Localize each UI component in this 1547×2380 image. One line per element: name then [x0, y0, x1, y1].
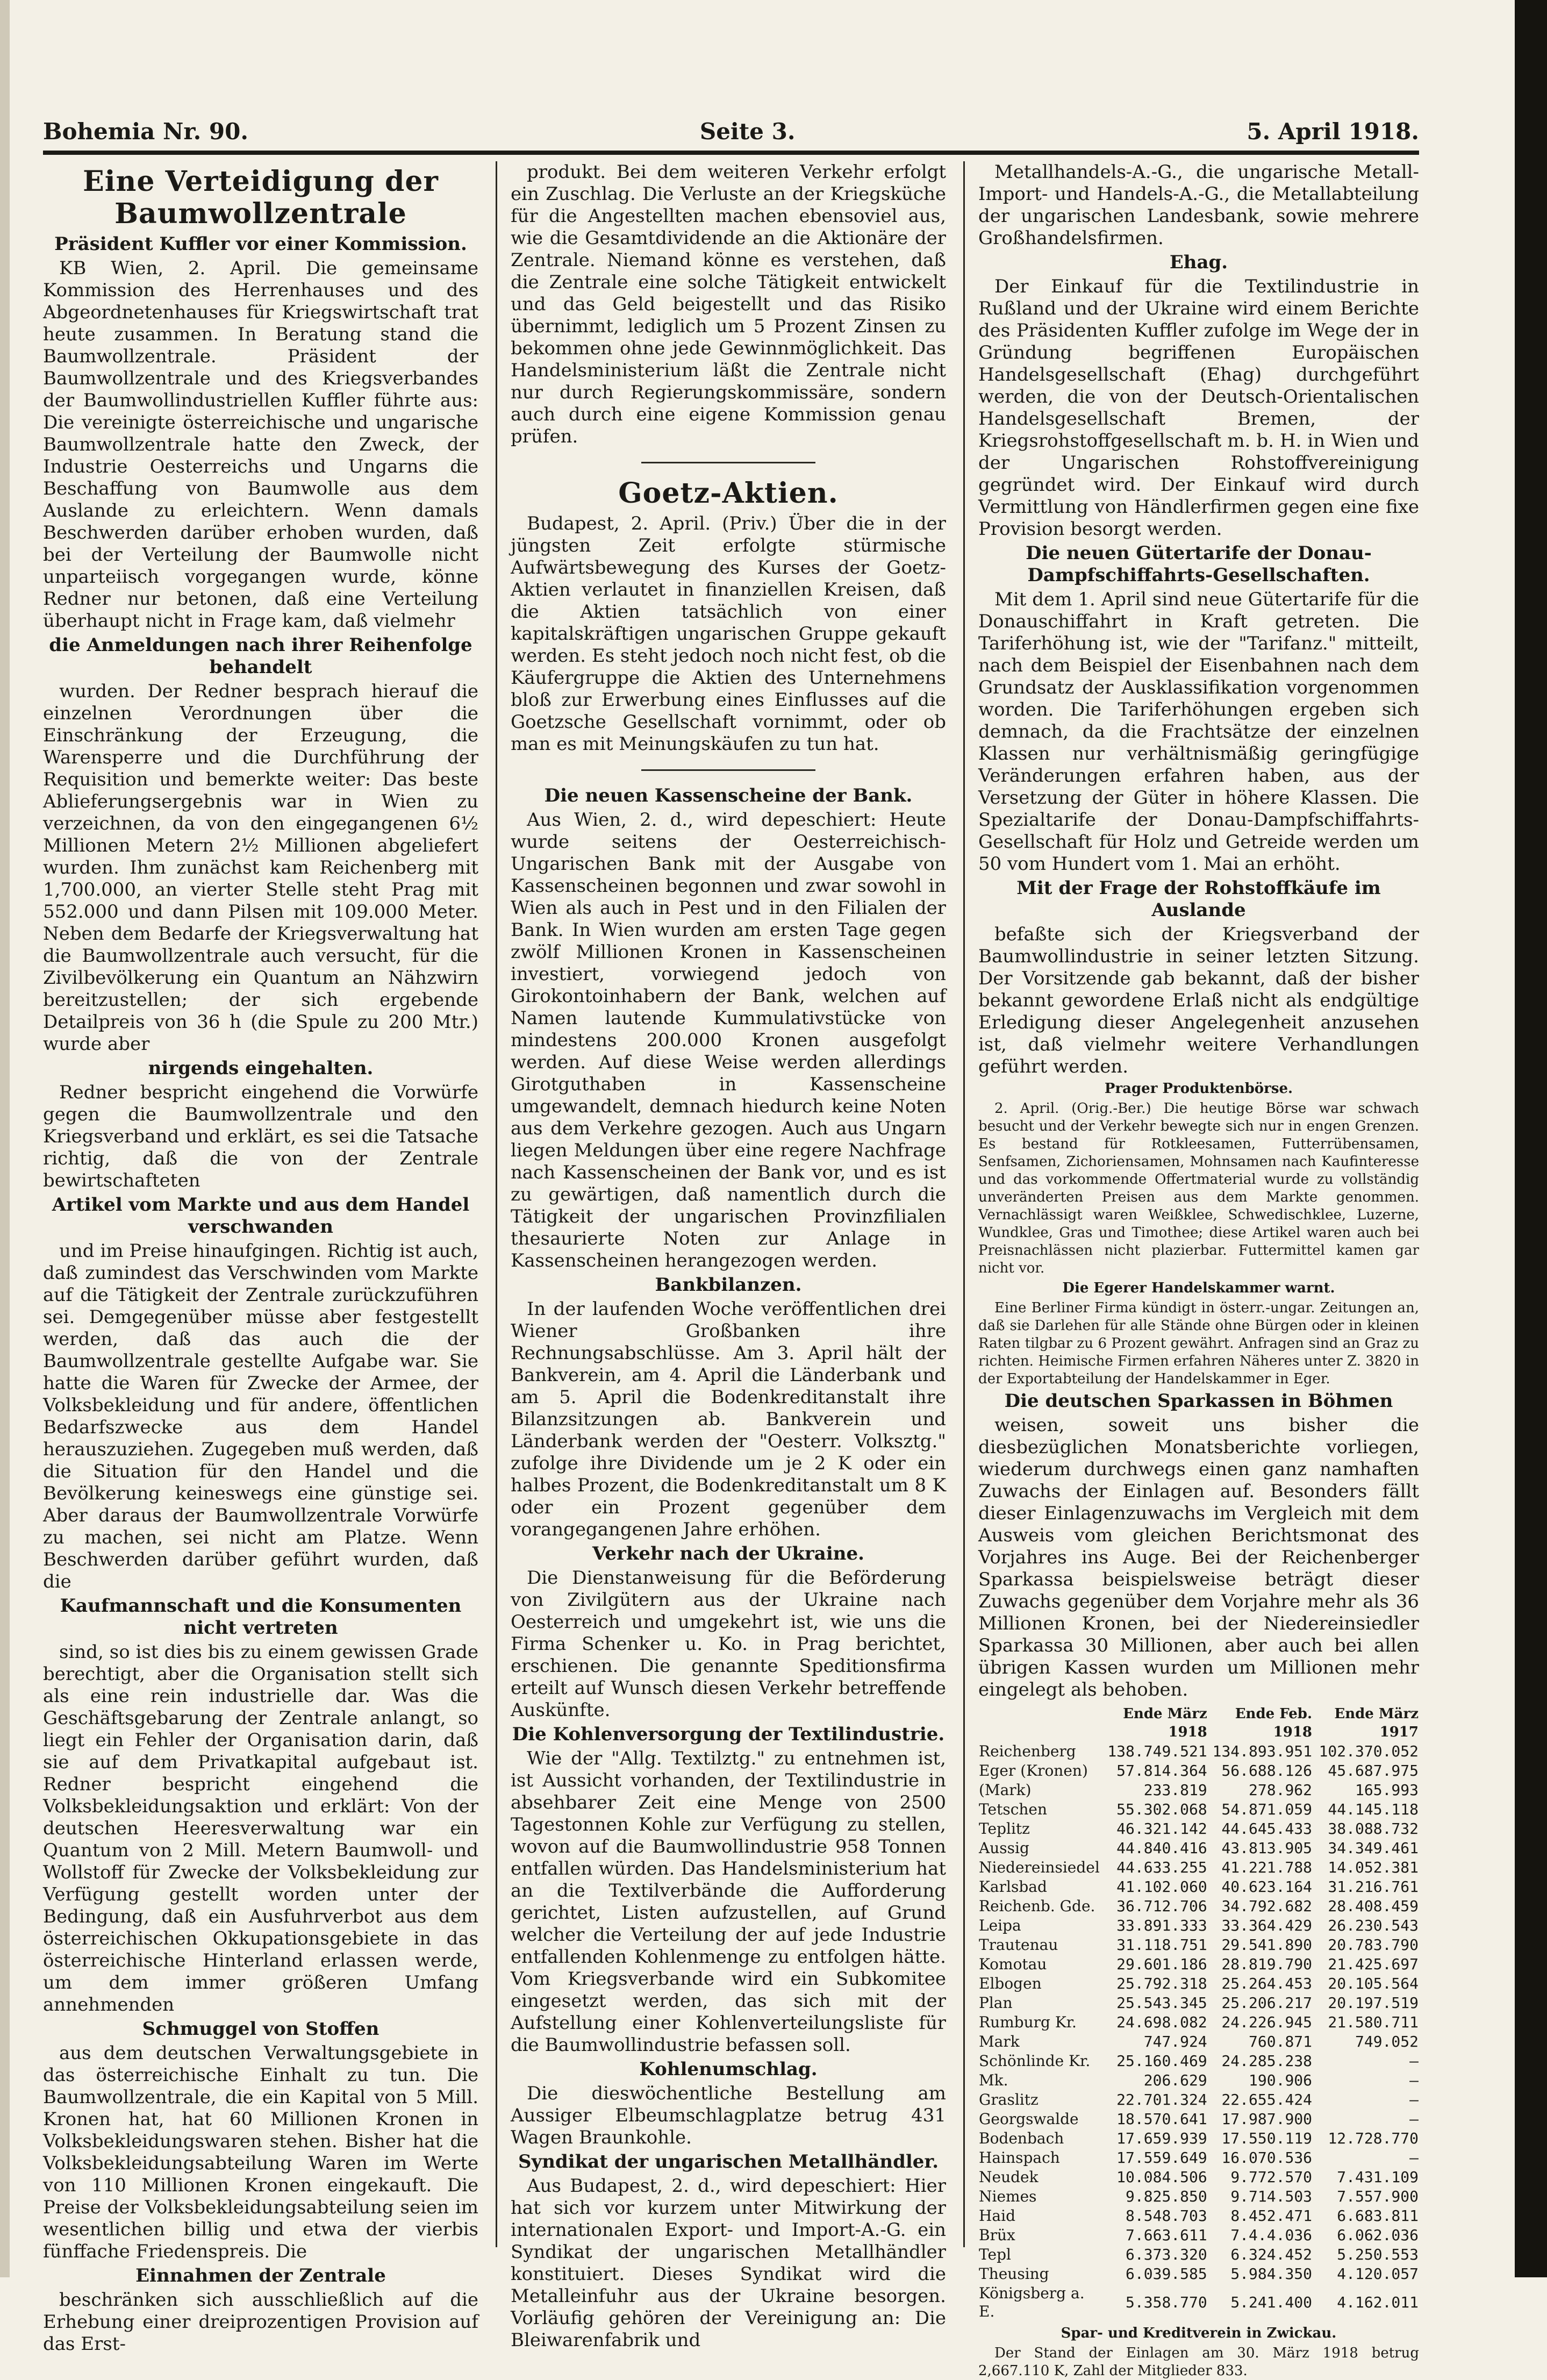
- table-row: [978, 2206, 1419, 2226]
- item-title: Syndikat der ungarischen Metallhändler.: [518, 2151, 939, 2172]
- table-header-cell: Ende Feb. 1918: [1235, 1706, 1313, 1740]
- table-cell: 16.070.536: [1221, 2149, 1313, 2167]
- section-heading: die Anmeldungen nach ihrer Reihenfolge behandelt: [49, 634, 472, 678]
- paragraph: Der Stand der Einlagen am 30. März 1918 betrug 2,667.110 K, Zahl der Mitglieder 833.: [978, 2345, 1419, 2379]
- paragraph: sind, so ist dies bis zu einem gewissen Grade berechtigt, aber die Organisation stellt sich als eine rein industrielle dar. Was die Geschäftsgebarung der Zentrale anlangt, so liegt ein Fehler der Organisation darin, daß sie auf dem Privatkapital aufgebaut ist. Redner bespricht eingehend die Volksbekleidungsaktion und erklärt: Von der deutschen Heeresverwaltung war ein Quantum von 2 Mill. Metern Baumwoll- und Wollstoff für Zwecke der Volksbekleidung zur Verfügung gestellt worden unter der Bedingung, daß ein Ausfuhrverbot aus dem österreichischen Okkupationsgebiete in das österreichische Hinterland erlassen werde, um dem immer größeren Umfang annehmenden: [43, 1641, 478, 2016]
- table-cell: 6.683.811: [1337, 2207, 1419, 2225]
- table-cell: 22.701.324: [1116, 2091, 1207, 2109]
- table-cell: Eger (Kronen): [979, 1762, 1088, 1779]
- table-cell: Bodenbach: [979, 2129, 1064, 2147]
- table-row: [978, 1916, 1419, 1935]
- table-cell: 26.230.543: [1328, 1917, 1419, 1934]
- table-cell: 33.364.429: [1221, 1917, 1313, 1934]
- table-cell: 21.425.697: [1328, 1955, 1419, 1973]
- table-cell: Reichenb. Gde.: [979, 1897, 1095, 1915]
- section-heading: Artikel vom Markte und aus dem Handel verschwanden: [52, 1194, 470, 1238]
- table-cell: 41.221.788: [1221, 1859, 1313, 1876]
- table-header-cell: [978, 1704, 1101, 1742]
- table-cell: 25.264.453: [1221, 1975, 1313, 1992]
- item-title: Die neuen Kassenscheine der Bank.: [544, 785, 913, 806]
- table-row: [978, 2148, 1419, 2168]
- table-cell: 17.987.900: [1221, 2110, 1313, 2128]
- column-3: [978, 161, 1419, 2379]
- table-cell: Niemes: [979, 2188, 1037, 2205]
- table-cell: 749.052: [1355, 2033, 1419, 2050]
- table-row: [978, 2226, 1419, 2245]
- paragraph: Budapest, 2. April. (Priv.) Über die in der jüngsten Zeit erfolgte stürmische Aufwärtsbewegung des Kurses der Goetz-Aktien verlautet in finanziellen Kreisen, daß die Aktien tatsächlich von einer kapitalskräftigen ungarischen Gruppe gekauft werden. Es steht jedoch noch nicht fest, ob die Käufergruppe die Aktien des Unternehmens bloß zur Erwerbung eines Einflusses auf die Goetzsche Gesellschaft vornimmt, oder ob man es mit Meinungskäufen zu tun hat.: [511, 513, 946, 755]
- table-cell: 5.984.350: [1230, 2265, 1313, 2283]
- table-cell: 25.543.345: [1116, 1994, 1207, 2012]
- table-cell: 24.226.945: [1221, 2013, 1313, 2031]
- paragraph: KB Wien, 2. April. Die gemeinsame Kommission des Herrenhauses und des Abgeordnetenhauses für Kriegswirtschaft trat heute zusammen. In Beratung stand die Baumwollzentrale. Präsident der Baumwollzentrale und des Kriegsverbandes der Baumwollindustriellen Kuffler führte aus: Die vereinigte österreichische und ungarische Baumwollzentrale hatte den Zweck, der Industrie Oesterreichs und Ungarns die Beschaffung von Baumwolle aus dem Auslande zu erleichtern. Wenn damals Beschwerden darüber erhoben wurden, daß bei der Verteilung der Baumwolle nicht unparteiisch vorgegangen wurde, könne Redner nur betonen, daß eine Verteilung überhaupt nicht in Frage kam, daß vielmehr: [43, 258, 478, 632]
- table-cell: Graslitz: [979, 2091, 1039, 2109]
- section-heading: nirgends eingehalten.: [148, 1057, 374, 1079]
- table-cell: 56.688.126: [1221, 1762, 1313, 1779]
- paragraph: beschränken sich ausschließlich auf die Erhebung einer dreiprozentigen Provision auf das Erst-: [43, 2289, 478, 2355]
- column-1: [43, 161, 478, 2355]
- table-cell: Hainspach: [979, 2149, 1060, 2167]
- table-cell: 17.550.119: [1221, 2129, 1313, 2147]
- table-cell: 8.452.471: [1230, 2207, 1313, 2225]
- table-cell: 5.250.553: [1337, 2246, 1419, 2263]
- table-row: [978, 2090, 1419, 2110]
- table-row: [978, 2013, 1419, 2032]
- table-cell: 22.655.424: [1221, 2091, 1313, 2109]
- table-row: [978, 2264, 1419, 2284]
- item-title: Ehag.: [1169, 252, 1228, 273]
- table-row: [978, 2187, 1419, 2206]
- table-cell: 6.373.320: [1126, 2246, 1207, 2263]
- table-cell: 55.302.068: [1116, 1800, 1207, 1818]
- table-cell: Theusing: [979, 2265, 1049, 2283]
- table-cell: 18.570.641: [1116, 2110, 1207, 2128]
- table-cell: 17.659.939: [1116, 2129, 1207, 2147]
- table-cell: 138.749.521: [1107, 1742, 1207, 1760]
- paper-issue: Bohemia Nr. 90.: [43, 118, 248, 145]
- table-cell: Leipa: [979, 1917, 1021, 1934]
- table-row: [978, 2245, 1419, 2264]
- table-cell: 14.052.381: [1328, 1859, 1419, 1876]
- table-cell: 31.118.751: [1116, 1936, 1207, 1954]
- table-cell: Neudek: [979, 2168, 1039, 2186]
- table-cell: 25.206.217: [1221, 1994, 1313, 2012]
- table-cell: 34.349.461: [1328, 1839, 1419, 1857]
- masthead: [43, 118, 1419, 155]
- table-cell: 20.197.519: [1328, 1994, 1419, 2012]
- table-cell: 5.241.400: [1230, 2293, 1313, 2311]
- table-cell: Niedereinsiedel: [979, 1859, 1100, 1876]
- page-number: Seite 3.: [699, 118, 796, 145]
- table-cell: Mark: [979, 2033, 1020, 2050]
- table-cell: 4.120.057: [1337, 2265, 1419, 2283]
- table-cell: 31.216.761: [1328, 1878, 1419, 1896]
- table-cell: Elbogen: [979, 1975, 1042, 1992]
- table-cell: Mk.: [979, 2071, 1008, 2089]
- table-cell: Karlsbad: [979, 1878, 1047, 1896]
- paragraph: Redner bespricht eingehend die Vorwürfe gegen die Baumwollzentrale und den Kriegsverband und erklärt, es sei die Tatsache richtig, daß die von der Zentrale bewirtschafteten: [43, 1082, 478, 1191]
- table-cell: 278.962: [1249, 1781, 1313, 1799]
- table-cell: 190.906: [1249, 2071, 1313, 2089]
- scan-margin-left: [0, 0, 10, 2277]
- table-cell: 44.145.118: [1328, 1800, 1419, 1818]
- column-rule: [963, 161, 965, 2247]
- table-row: [978, 1955, 1419, 1974]
- table-cell: 6.039.585: [1126, 2265, 1207, 2283]
- table-cell: —: [1409, 2110, 1419, 2128]
- paragraph: und im Preise hinaufgingen. Richtig ist auch, daß zumindest das Verschwinden vom Markte auf die Tätigkeit der Zentrale zurückzuführen sei. Demgegenüber müsse aber festgestellt werden, daß das auch die der Baumwollzentrale gestellte Aufgabe war. Sie hatte die Waren für Zwecke der Armee, der Volksbekleidung und für andere, öffentlichen Bedarfszwecke aus dem Handel herauszuziehen. Zugegeben muß werden, daß die Situation für den Handel und die Bevölkerung keineswegs eine günstige sei. Aber daraus der Baumwollzentrale Vorwürfe zu machen, sei nicht am Platze. Wenn Beschwerden darüber geführt wurden, daß die: [43, 1240, 478, 1592]
- table-cell: 21.580.711: [1328, 2013, 1419, 2031]
- table-cell: —: [1409, 2091, 1419, 2109]
- table-cell: 6.062.036: [1337, 2226, 1419, 2244]
- table-cell: Tetschen: [979, 1800, 1048, 1818]
- paragraph: produkt. Bei dem weiteren Verkehr erfolgt ein Zuschlag. Die Verluste an der Kriegsküche für die Angestellten machen ebensoviel aus, wie die Gesamtdividende an die Aktionäre der Zentrale. Niemand könne es verstehen, daß die Zentrale eine solche Tätigkeit entwickelt und das Geld beigestellt und das Risiko übernimmt, lediglich um 5 Prozent Zinsen zu bekommen ohne jede Gewinnmöglichkeit. Das Handelsministerium läßt die Zentrale nicht nur durch Regierungskommissäre, sondern auch durch eine eigene Kommission genau prüfen.: [511, 161, 946, 447]
- table-row: [978, 1858, 1419, 1877]
- article-headline: Goetz-Aktien.: [618, 477, 839, 510]
- table-cell: 20.783.790: [1328, 1936, 1419, 1954]
- item-title: Die Egerer Handelskammer warnt.: [1062, 1280, 1335, 1296]
- table-cell: 44.840.416: [1116, 1839, 1207, 1857]
- paragraph: Der Einkauf für die Textilindustrie in Rußland und der Ukraine wird einem Berichte des Präsidenten Kuffler zufolge im Wege der in Gründung begriffenen Europäischen Handelsgesellschaft (Ehag) durchgeführt werden, die von der Deutsch-Orientalischen Handelsgesellschaft Bremen, der Kriegsrohstoffgesellschaft m. b. H. in Wien und der Ungarischen Rohstoffvereinigung gegründet wird. Der Einkauf wird durch Vermittlung von Händlerfirmen gegen eine fixe Provision besorgt werden.: [978, 276, 1419, 540]
- table-cell: Rumburg Kr.: [979, 2013, 1077, 2031]
- table-cell: 20.105.564: [1328, 1975, 1419, 1992]
- table-cell: 7.4.4.036: [1230, 2226, 1313, 2244]
- table-cell: Reichenberg: [979, 1742, 1076, 1760]
- table-cell: 46.321.142: [1116, 1820, 1207, 1838]
- table-cell: 25.792.318: [1116, 1975, 1207, 1992]
- item-title: Die deutschen Sparkassen in Böhmen: [1004, 1390, 1393, 1412]
- table-row: [978, 1800, 1419, 1819]
- paragraph: Wie der "Allg. Textilztg." zu entnehmen ist, ist Aussicht vorhanden, der Textilindustrie in absehbarer Zeit eine Menge von 2500 Tagestonnen Kohle zur Verfügung zu stellen, wovon auf die Baumwollindustrie 958 Tonnen entfallen würden. Das Handelsministerium hat an die Textilverbände die Aufforderung gerichtet, Listen aufzustellen, auf Grund welcher die Verteilung der auf jede Industrie entfallenden Kohlenmenge zu entfolgen hätte. Vom Kriegsverbande wird ein Subkomitee eingesetzt werden, das sich mit der Aufstellung einer Kohlenverteilungsliste für die Baumwollindustrie befassen soll.: [511, 1748, 946, 2056]
- table-cell: 34.792.682: [1221, 1897, 1313, 1915]
- article-subhead: Präsident Kuffler vor einer Kommission.: [54, 233, 467, 255]
- table-cell: Königsberg a. E.: [979, 2284, 1085, 2320]
- paragraph: Die dieswöchentliche Bestellung am Aussiger Elbeumschlagplatze betrug 431 Wagen Braunkohle.: [511, 2083, 946, 2148]
- paragraph: Aus Wien, 2. d., wird depeschiert: Heute wurde seitens der Oesterreichisch-Ungarischen Bank mit der Ausgabe von Kassenscheinen begonnen und zwar sowohl in Wien als auch in Pest und in den Filialen der Bank. In Wien wurden am ersten Tage gegen zwölf Millionen Kronen in Kassenscheinen investiert, vorwiegend jedoch von Girokontoinhabern der Bank, welchen auf Namen lautende Kummulativstücke von mindestens 200.000 Kronen ausgefolgt werden. Auf diese Weise werden allerdings Girotguthaben in Kassenscheine umgewandelt, demnach hiedurch keine Noten aus dem Verkehre gezogen. Auch aus Ungarn liegen Meldungen über eine regere Nachfrage nach Kassenscheinen der Bank vor, und es ist zu gewärtigen, daß namentlich durch die Tätigkeit der ungarischen Provinzfilialen thesaurierte Noten zur Anlage in Kassenscheinen herangezogen werden.: [511, 809, 946, 1271]
- paragraph: Metallhandels-A.-G., die ungarische Metall-Import- und Handels-A.-G., die Metallabteilung der ungarischen Landesbank, sowie mehrere Großhandelsfirmen.: [978, 161, 1419, 249]
- table-cell: 33.891.333: [1116, 1917, 1207, 1934]
- item-title: Kohlenumschlag.: [639, 2059, 818, 2080]
- table-row: [978, 1742, 1419, 1761]
- item-title: Prager Produktenbörse.: [1104, 1081, 1293, 1097]
- table-cell: 6.324.452: [1230, 2246, 1313, 2263]
- paragraph: wurden. Der Redner besprach hierauf die einzelnen Verordnungen über die Einschränkung der Erzeugung, die Warensperre und die Durchführung der Requisition und bemerkte weiter: Das beste Ablieferungsergebnis war in Wien zu verzeichnen, da von den eingegangenen 6½ Millionen Metern 2½ Millionen abgeliefert wurden. Ihm zunächst kam Reichenberg mit 1,700.000, an vierter Stelle steht Prag mit 552.000 und dann Pilsen mit 109.000 Meter. Neben dem Bedarfe der Kriegsverwaltung hat die Baumwollzentrale auch versucht, für die Zivilbevölkerung ein Quantum an Nähzwirn bereitzustellen; der sich ergebende Detailpreis von 36 h (die Spule zu 200 Mtr.) wurde aber: [43, 681, 478, 1055]
- scan-margin-right: [1515, 0, 1547, 2277]
- table-cell: 102.370.052: [1319, 1742, 1419, 1760]
- paragraph: befaßte sich der Kriegsverband der Baumwollindustrie in seiner letzten Sitzung. Der Vorsitzende gab bekannt, daß der bisher bekannt gewordene Erlaß nicht als endgültige Erledigung dieser Angelegenheit anzusehen ist, daß vielmehr weitere Verhandlungen geführt werden.: [978, 924, 1419, 1077]
- table-cell: 134.893.951: [1212, 1742, 1313, 1760]
- table-cell: 760.871: [1249, 2033, 1313, 2050]
- table-cell: 54.871.059: [1221, 1800, 1313, 1818]
- table-cell: 7.663.611: [1126, 2226, 1207, 2244]
- table-row: [978, 1935, 1419, 1955]
- table-row: [978, 1819, 1419, 1839]
- table-row: [978, 1839, 1419, 1858]
- table-body: [978, 1742, 1419, 2321]
- table-cell: 7.431.109: [1337, 2168, 1419, 2186]
- separator: [641, 769, 815, 771]
- table-cell: 747.924: [1143, 2033, 1207, 2050]
- article-headline: Eine Verteidigung der Baumwollzentrale: [83, 165, 439, 230]
- table-cell: 8.548.703: [1126, 2207, 1207, 2225]
- table-cell: 45.687.975: [1328, 1762, 1419, 1779]
- table-cell: 9.714.503: [1230, 2188, 1313, 2205]
- table-row: [978, 2168, 1419, 2187]
- table-row: [978, 2032, 1419, 2052]
- table-header-cell: Ende März 1918: [1123, 1706, 1207, 1740]
- table-row: [978, 1974, 1419, 1993]
- table-cell: Brüx: [979, 2226, 1015, 2244]
- paragraph: Mit dem 1. April sind neue Gütertarife für die Donauschiffahrt in Kraft getreten. Die Tariferhöhung ist, wie der "Tarifanz." mitteilt, nach dem Beispiel der Eisenbahnen nach dem Grundsatz der Ausklassifikation vorgenommen worden. Die Tariferhöhungen ergeben sich demnach, da die Frachtsätze der einzelnen Klassen nur verhältnismäßig geringfügige Veränderungen erfahren haben, aus der Versetzung der Güter in höhere Klassen. Die Spezialtarife der Donau-Dampfschiffahrts-Gesellschaft für Holz und Getreide werden um 50 vom Hundert vom 1. Mai an erhöht.: [978, 589, 1419, 875]
- table-cell: 36.712.706: [1116, 1897, 1207, 1915]
- table-cell: 38.088.732: [1328, 1820, 1419, 1838]
- item-title: Verkehr nach der Ukraine.: [592, 1543, 864, 1564]
- table-cell: Georgswalde: [979, 2110, 1079, 2128]
- paragraph: Aus Budapest, 2. d., wird depeschiert: Hier hat sich vor kurzem unter Mitwirkung der internationalen Export- und Import-A.-G. ein Syndikat der ungarischen Metallhändler konstituiert. Dieses Syndikat wird die Metalleinfuhr aus der Ukraine besorgen. Vorläufig gehören der Vereinigung an: Die Bleiwarenfabrik und: [511, 2175, 946, 2351]
- table-cell: Schönlinde Kr.: [979, 2052, 1091, 2070]
- column-rule: [496, 161, 497, 2247]
- column-2: [511, 161, 946, 2351]
- table-row: [978, 2284, 1419, 2321]
- table-cell: 165.993: [1355, 1781, 1419, 1799]
- table-cell: 7.557.900: [1337, 2188, 1419, 2205]
- table-cell: (Mark): [979, 1781, 1032, 1799]
- table-cell: 233.819: [1143, 1781, 1207, 1799]
- separator: [641, 462, 815, 463]
- paragraph: aus dem deutschen Verwaltungsgebiete in das österreichische Einhalt zu tun. Die Baumwollzentrale, die ein Kapital von 5 Mill. Kronen hat, hat 60 Millionen Kronen in Volksbekleidungswaren stehen. Bisher hat die Volksbekleidungsabteilung Waren im Werte von 110 Millionen Kronen eingekauft. Die Preise der Volksbekleidungsabteilung seien im wesentlichen billig und etwa der vierbis fünffache Friedenspreis. Die: [43, 2042, 478, 2262]
- table-cell: 9.772.570: [1230, 2168, 1313, 2186]
- table-cell: Trautenau: [979, 1936, 1058, 1954]
- item-title: Die Kohlenversorgung der Textilindustrie.: [512, 1724, 945, 1745]
- item-title: Spar- und Kreditverein in Zwickau.: [1061, 2325, 1337, 2341]
- table-cell: Komotau: [979, 1955, 1047, 1973]
- item-title: Bankbilanzen.: [655, 1274, 802, 1296]
- table-header-row: [978, 1704, 1419, 1742]
- paragraph: weisen, soweit uns bisher die diesbezüglichen Monatsberichte vorliegen, wiederum durchwegs einen ganz namhaften Zuwachs der Einlagen auf. Besonders fällt dieser Einlagenzuwachs im Vergleich mit dem Ausweis vom gleichen Berichtsmonat des Vorjahres ins Auge. Bei der Reichenberger Sparkassa beispielsweise beträgt dieser Zuwachs gegenüber dem Vorjahre mehr als 36 Millionen Kronen, bei der Niedereinsiedler Sparkassa 30 Millionen, aber auch bei allen übrigen Kassen wurden um Millionen mehr eingelegt als behoben.: [978, 1414, 1419, 1700]
- table-cell: 29.541.890: [1221, 1936, 1313, 1954]
- table-cell: 12.728.770: [1328, 2129, 1419, 2147]
- table-row: [978, 1761, 1419, 1781]
- table-cell: 24.698.082: [1116, 2013, 1207, 2031]
- table-cell: 40.623.164: [1221, 1878, 1313, 1896]
- section-heading: Einnahmen der Zentrale: [135, 2265, 386, 2286]
- table-cell: 9.825.850: [1126, 2188, 1207, 2205]
- table-cell: 41.102.060: [1116, 1878, 1207, 1896]
- table-cell: 57.814.364: [1116, 1762, 1207, 1779]
- table-cell: —: [1409, 2149, 1419, 2167]
- table-row: [978, 1993, 1419, 2013]
- table-cell: 43.813.905: [1221, 1839, 1313, 1857]
- table-cell: 44.633.255: [1116, 1859, 1207, 1876]
- table-cell: —: [1409, 2071, 1419, 2089]
- table-row: [978, 1781, 1419, 1800]
- table-cell: Aussig: [979, 1839, 1029, 1857]
- table-row: [978, 1897, 1419, 1916]
- newspaper-page: [43, 81, 1419, 2379]
- savings-table: [978, 1704, 1419, 2321]
- table-cell: Haid: [979, 2207, 1015, 2225]
- table-cell: Teplitz: [979, 1820, 1030, 1838]
- table-cell: 28.408.459: [1328, 1897, 1419, 1915]
- table-row: [978, 1877, 1419, 1897]
- table-cell: 10.084.506: [1116, 2168, 1207, 2186]
- section-heading: Schmuggel von Stoffen: [142, 2018, 379, 2040]
- item-title: Mit der Frage der Rohstoffkäufe im Auslande: [1016, 877, 1381, 921]
- table-cell: Tepl: [979, 2246, 1011, 2263]
- paragraph: In der laufenden Woche veröffentlichen drei Wiener Großbanken ihre Rechnungsabschlüsse. Am 3. April hält der Bankverein, am 4. April die Länderbank und am 5. April die Bodenkreditanstalt ihre Bilanzsitzungen ab. Bankverein und Länderbank werden der "Oesterr. Volksztg." zufolge ihre Dividende um je 2 K oder ein halbes Prozent, die Bodenkreditanstalt um 8 K oder ein Prozent gegenüber dem vorangegangenen Jahre erhöhen.: [511, 1298, 946, 1540]
- table-row: [978, 2052, 1419, 2071]
- table-row: [978, 2129, 1419, 2148]
- table-cell: 29.601.186: [1116, 1955, 1207, 1973]
- paragraph: Eine Berliner Firma kündigt in österr.-ungar. Zeitungen an, daß sie Darlehen für alle Stände ohne Bürgen oder in kleinen Raten tilgbar zu 6 Prozent gewährt. Anfragen sind an Graz zu richten. Heimische Firmen erfahren Näheres unter Z. 3820 in der Exportabteilung der Handelskammer in Eger.: [978, 1300, 1419, 1387]
- item-title: Die neuen Gütertarife der Donau-Dampfschiffahrts-Gesellschaften.: [1026, 542, 1372, 586]
- issue-date: 5. April 1918.: [1247, 118, 1419, 145]
- table-cell: 17.559.649: [1116, 2149, 1207, 2167]
- table-row: [978, 2071, 1419, 2090]
- table-cell: 44.645.433: [1221, 1820, 1313, 1838]
- table-cell: 5.358.770: [1126, 2293, 1207, 2311]
- table-cell: 28.819.790: [1221, 1955, 1313, 1973]
- table-cell: Plan: [979, 1994, 1013, 2012]
- table-cell: 24.285.238: [1221, 2052, 1313, 2070]
- paragraph: 2. April. (Orig.-Ber.) Die heutige Börse war schwach besucht und der Verkehr bewegte sich nur in engen Grenzen. Es bestand für Rotkleesamen, Futterrübensamen, Senfsamen, Zichoriensamen, Mohnsamen nach Kaufinteresse und das vorkommende Offertmaterial wurde zu vollständig unveränderten Preisen aus dem Markte genommen. Vernachlässigt waren Weißklee, Schwedischklee, Luzerne, Wundklee, Gras und Timothee; diese Artikel waren auch bei Preisnachlässen nicht plazierbar. Futtermittel kamen gar nicht vor.: [978, 1100, 1419, 1276]
- section-heading: Kaufmannschaft und die Konsumenten nicht vertreten: [60, 1595, 462, 1639]
- table-cell: 4.162.011: [1337, 2293, 1419, 2311]
- table-cell: 206.629: [1143, 2071, 1207, 2089]
- table-row: [978, 2110, 1419, 2129]
- paragraph: Die Dienstanweisung für die Beförderung von Zivilgütern aus der Ukraine nach Oesterreich und umgekehrt ist, wie uns die Firma Schenker u. Ko. in Prag berichtet, erschienen. Die genannte Speditionsfirma erteilt auf Wunsch diesen Verkehr betreffende Auskünfte.: [511, 1567, 946, 1721]
- table-cell: 25.160.469: [1116, 2052, 1207, 2070]
- table-header-cell: Ende März 1917: [1334, 1706, 1419, 1740]
- table-cell: —: [1409, 2052, 1419, 2070]
